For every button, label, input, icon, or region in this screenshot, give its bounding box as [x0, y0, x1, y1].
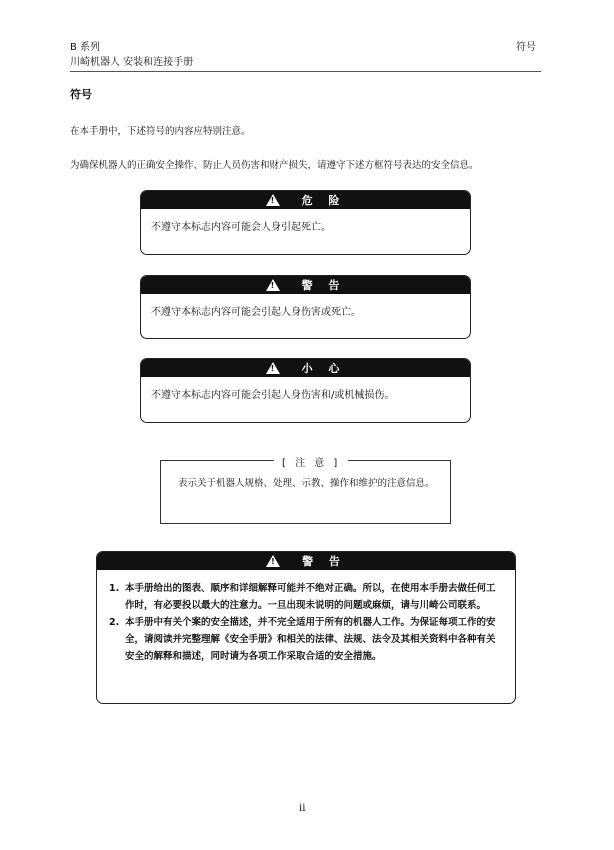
note-text: 表示关于机器人规格、处理、示教、操作和维护的注意信息。: [178, 478, 435, 489]
list-item-number: 1.: [109, 583, 120, 594]
warning-block-label: 警 告: [302, 555, 346, 568]
danger-header: [141, 191, 470, 209]
warning-triangle-icon: [266, 194, 280, 206]
warning-text: 不遵守本标志内容可能会引起人身伤害或死亡。: [151, 307, 361, 318]
note-box: [160, 460, 451, 524]
caution-box: [140, 358, 471, 423]
intro-paragraph-2: 为确保机器人的正确安全操作、防止人员伤害和财产损失，请遵守下述方框符号表达的安全信息。: [70, 160, 479, 171]
warning-block: [96, 551, 516, 704]
warning-triangle-icon: [266, 279, 280, 291]
note-label: [ 注 意 ]: [274, 454, 348, 469]
warning-triangle-icon: [266, 555, 280, 567]
warning-box: [140, 275, 471, 339]
warning-triangle-icon: [266, 362, 280, 374]
list-item-text: 本手册中有关个案的安全描述，并不完全适用于所有的机器人工作。为保证每项工作的安全，请阅读并完整理解《安全手册》和相关的法律、法规、法令及其相关资料中各种有关安全的解释和描述，同时请为各项工作采取合适的安全措施。: [125, 617, 496, 662]
danger-label: 危 险: [301, 194, 346, 207]
header-rule: [70, 71, 541, 72]
header-series: B 系列: [70, 42, 101, 53]
warning-block-body: [97, 570, 515, 665]
caution-header: [141, 359, 470, 377]
caution-label: 小 心: [301, 362, 346, 375]
intro-paragraph-1: 在本手册中，下述符号的内容应特别注意。: [70, 126, 251, 137]
page-title: 符号: [70, 88, 92, 101]
list-item: [109, 614, 503, 665]
list-item: [109, 580, 503, 614]
header-manual-title: 川崎机器人 安装和连接手册: [70, 57, 194, 68]
warning-block-header: [97, 552, 515, 570]
list-item-text: 本手册给出的图表、顺序和详细解释可能并不绝对正确。所以，在使用本手册去做任何工作时，有必要投以最大的注意力。一旦出现未说明的问题或麻烦，请与川崎公司联系。: [125, 583, 496, 611]
warning-label: 警 告: [301, 279, 346, 292]
page-number: ii: [299, 803, 306, 814]
danger-text: 不遵守本标志内容可能会人身引起死亡。: [151, 222, 331, 233]
warning-header: [141, 276, 470, 294]
header-section: 符号: [516, 42, 536, 53]
danger-box: [140, 190, 471, 255]
list-item-number: 2.: [109, 617, 120, 628]
caution-text: 不遵守本标志内容可能会引起人身伤害和/或机械损伤。: [151, 390, 395, 401]
